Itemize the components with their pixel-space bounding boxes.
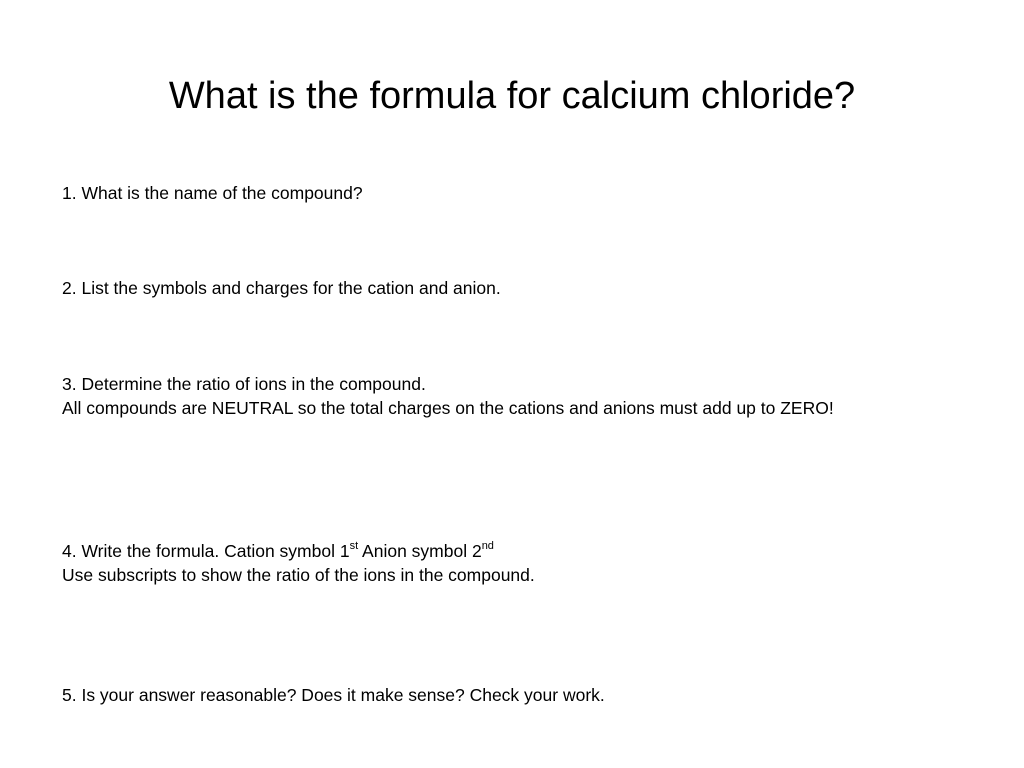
step-4-text-part-2: Anion symbol 2 [358, 541, 482, 561]
step-2 [62, 276, 501, 300]
step-1 [62, 181, 363, 205]
step-5-text: 5. Is your answer reasonable? Does it make sense? Check your work. [62, 685, 605, 705]
step-4-note: Use subscripts to show the ratio of the ions in the compound. [62, 565, 535, 585]
step-3-note: All compounds are NEUTRAL so the total charges on the cations and anions must add up to ZERO! [62, 398, 834, 418]
step-4-superscript-2: nd [481, 540, 494, 553]
step-4 [62, 539, 535, 587]
step-3-text: 3. Determine the ratio of ions in the compound. [62, 374, 426, 394]
step-5 [62, 683, 605, 707]
step-4-text [62, 539, 535, 563]
step-4-text-part-1: 4. Write the formula. Cation symbol 1 [62, 541, 350, 561]
slide-title: What is the formula for calcium chloride? [168, 75, 856, 117]
step-2-text: 2. List the symbols and charges for the cation and anion. [62, 278, 501, 298]
step-3 [62, 372, 834, 420]
step-4-superscript-1: st [349, 540, 359, 553]
step-1-text: 1. What is the name of the compound? [62, 183, 363, 203]
